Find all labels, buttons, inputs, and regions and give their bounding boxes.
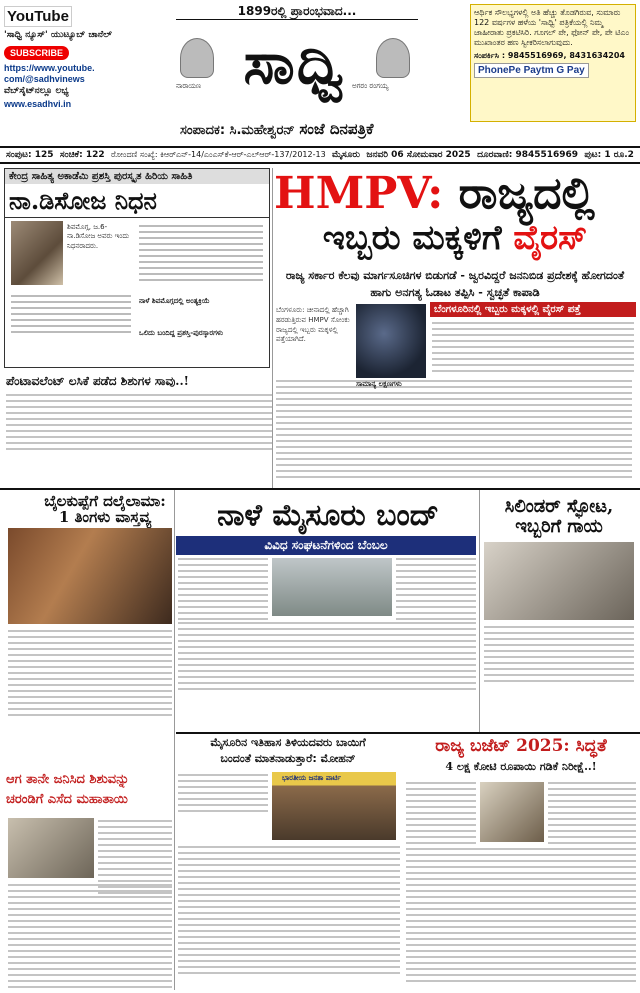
budget-text-3: [406, 848, 636, 986]
banner-sign: ಭಾರತೀಯ ಜನತಾ ಪಾರ್ಟಿ: [282, 774, 341, 782]
obituary-story: [4, 168, 270, 368]
editor-label: ಸಂಪಾದಕ: ಸಿ.ಮಹೇಶ್ವರನ್: [180, 123, 295, 138]
dalai-photo: [8, 528, 172, 624]
obituary-subhead: ಶಿವಮೊಗ್ಗ, ಜ.6- ನಾ.ಡಿಸೋಜ ಅವರು ಇಂದು ನಿಧನರಾದರು.: [67, 223, 130, 250]
portrait-right-caption: ಅಗರಂ ರಂಗಯ್ಯ: [352, 82, 389, 90]
portrait-left-caption: ನಾರಾಯಣ: [176, 82, 201, 90]
lead-side-head: ಬೆಂಗಳೂರಿನಲ್ಲಿ ಇಬ್ಬರು ಮಕ್ಕಳಲ್ಲಿ ವೈರಸ್ ಪತ್ತೆ: [430, 302, 636, 317]
issue-number: ಸಂಚಿಕೆ: 122: [59, 150, 105, 160]
history-headline-2: ಬಂದಂತೆ ಮಾತನಾಡುತ್ತಾರೆ: ಮೋಹನ್: [220, 752, 356, 765]
cylinder-photo: [484, 542, 634, 620]
youtube-logo: [4, 6, 72, 27]
history-text-1: [178, 774, 268, 816]
dalai-headline-2: 1 ತಿಂಗಳು ವಾಸ್ತವ್ಯ: [58, 508, 152, 526]
issue-date: ಜನವರಿ 06 ಸೋಮವಾರ 2025: [366, 150, 471, 160]
lead-side-text: [432, 322, 634, 376]
ad-text: ಆರ್ಥಿಕ ಸೌಲಭ್ಯಗಳಲ್ಲಿ ಅತಿ ಹೆಚ್ಚು ತೊಡಗಿರುವ, ಸುಮಾರು 122 ವರ್ಷಗಳ ಹಳೆಯ 'ಸಾಧ್ವಿ' ಪತ್ರಿಕೆಯಲ್ಲಿ ನಿಮ್ಮ ಜಾಹೀರಾತು ಪ್ರಕಟಿಸಿರಿ. ಗೂಗಲ್ ಪೇ, ಫೋನ್ ಪೇ, ಪೇ ಟಿಎಂ ಮುಖಾಂತರ ಹಣ ಸ್ವೀಕರಿಸಲಾಗುವುದು.: [474, 8, 630, 47]
issue-price: ಪುಟ: 1 ರೂ.2: [584, 150, 634, 160]
youtube-url-1[interactable]: https://www.youtube.: [4, 62, 95, 73]
pentaval-headline: ಪೆಂಟಾವಲೆಂಟ್ ಲಸಿಕೆ ಪಡೆದ ಶಿಶುಗಳ ಸಾವು..!: [6, 374, 189, 388]
budget-subhead: 4 ಲಕ್ಷ ಕೋಟಿ ರೂಪಾಯಿ ಗಡಿಕೆ ನಿರೀಕ್ಷೆ..!: [445, 760, 597, 773]
divider-1: [0, 488, 640, 490]
history-headline-1: ಮೈಸೂರಿನ ಇತಿಹಾಸ ತಿಳಿಯದವರು ಬಾಯಿಗೆ: [210, 736, 366, 749]
baby-headline-1: ಆಗ ತಾನೇ ಜನಿಸಿದ ಶಿಶುವನ್ನು: [6, 772, 130, 787]
issue-phone: ದೂರವಾಣಿ: 9845516969: [477, 150, 579, 160]
budget-text-2: [548, 782, 636, 848]
cylinder-text: [484, 626, 634, 686]
bandh-photo: [272, 558, 392, 616]
obituary-headline: ನಾ.ಡಿಸೋಜ ನಿಧನ: [5, 184, 269, 218]
lead-text-cols: [276, 380, 632, 482]
obituary-honors: ಒಲಿದು ಬಂದಿದ್ದ ಪ್ರಶಸ್ತಿ-ಪುರಸ್ಕಾರಗಳು: [139, 329, 223, 337]
history-text-2: [178, 846, 400, 978]
lead-subhead: ರಾಜ್ಯ ಸರ್ಕಾರ ಕೆಲವು ಮಾರ್ಗಸೂಚಿಗಳ ಬಿಡುಗಡೆ - ಜ್ವರವಿದ್ದರೆ ಜನನಿಬಿಡ ಪ್ರದೇಶಕ್ಕೆ ಹೋಗದಂತೆ ಹಾಗು ಅನಗತ್ಯ ಓಡಾಟ ತಪ್ಪಿಸಿ - ಸ್ವಚ್ಛತೆ ಕಾಪಾಡಿ: [285, 269, 625, 299]
subscribe-button[interactable]: SUBSCRIBE: [4, 46, 69, 60]
bandh-text-1: [178, 558, 268, 624]
obituary-inner-note: ನಾಳೆ ಶಿವಮೊಗ್ಗದಲ್ಲಿ ಅಂತ್ಯಕ್ರಿಯೆ: [139, 297, 210, 305]
divider-2: [176, 732, 640, 734]
lead-headline-2: [274, 218, 636, 264]
youtube-url-2[interactable]: com/@sadhvinews: [4, 73, 85, 84]
obituary-text: [135, 221, 267, 285]
lead-box-note: ಸಾಮಾನ್ಯ ಲಕ್ಷಣಗಳು: [356, 380, 402, 388]
payment-methods: PhonePe Paytm G Pay: [474, 63, 589, 78]
bandh-text-3: [178, 622, 476, 694]
budget-photo: [480, 782, 544, 842]
title-block: [176, 4, 418, 124]
masthead: [0, 0, 640, 148]
pentaval-text: [6, 394, 272, 454]
portrait-right: [376, 38, 410, 78]
issue-bar: [0, 148, 640, 164]
website-note: ವೆಬ್‌ಸೈಟ್‌ನಲ್ಲೂ ಲಭ್ಯ: [4, 86, 69, 97]
issue-volume: ಸಂಪುಟ: 125: [6, 150, 54, 160]
bandh-text-2: [396, 558, 476, 624]
newspaper-title: ಸಾಧ್ವಿ: [243, 29, 347, 97]
budget-text-1: [406, 782, 476, 848]
budget-headline: ರಾಜ್ಯ ಬಜೆಟ್ 2025: ಸಿದ್ಧತೆ: [435, 736, 607, 756]
lead-headline-rest: ರಾಜ್ಯದಲ್ಲಿ: [458, 168, 595, 219]
lead-headline-2b: ವೈರಸ್: [513, 218, 588, 258]
youtube-channel: 'ಸಾಧ್ವಿ ನ್ಯೂಸ್' ಯುಟ್ಯೂಬ್ ಚಾನೆಲ್: [4, 30, 112, 40]
virus-image: [356, 304, 426, 378]
baby-headline-2: ಚರಂಡಿಗೆ ಎಸೆದ ಮಹಾತಾಯಿ: [6, 792, 128, 807]
dalai-headline-1: ಬೈಲಕುಪ್ಪೆಗೆ ದಲೈಲಾಮಾ:: [44, 492, 166, 510]
website-url[interactable]: www.esadhvi.in: [4, 99, 72, 110]
cylinder-headline-2: ಇಬ್ಬರಿಗೆ ಗಾಯ: [515, 516, 603, 537]
vertical-rule-1: [174, 490, 175, 990]
issue-city: ಮೈಸೂರು: [332, 150, 361, 160]
award-line: ಕೇಂದ್ರ ಸಾಹಿತ್ಯ ಅಕಾಡೆಮಿ ಪ್ರಶಸ್ತಿ ಪುರಸ್ಕೃತ ಹಿರಿಯ ಸಾಹಿತಿ: [5, 169, 269, 184]
youtube-brand: YouTube: [7, 8, 69, 25]
vertical-rule-3: [272, 168, 273, 488]
bandh-subhead: ವಿವಿಧ ಸಂಘಟನೆಗಳಿಂದ ಬೆಂಬಲ: [176, 536, 476, 555]
author-photo: [11, 221, 63, 285]
dalai-text: [8, 630, 172, 720]
cylinder-headline-1: ಸಿಲಿಂಡರ್ ಸ್ಫೋಟ,: [504, 496, 614, 517]
issue-reg: ರೋಂದಣಿ ಸಂಖ್ಯೆ: ಕಿಆರ್‌ಎನ್-14/ಎಂಎಸ್‌ಕೆ-ಆರ್-ಎಲ್‌ಆರ್-137/2012-13: [110, 150, 326, 159]
baby-text-2: [8, 884, 172, 992]
editor-line: [180, 120, 440, 138]
obituary-text-2: [7, 291, 135, 337]
since-line: 1899ರಲ್ಲಿ ಪ್ರಾರಂಭವಾದ...: [176, 4, 418, 20]
bandh-headline: ನಾಳೆ ಮೈಸೂರು ಬಂದ್: [217, 498, 439, 533]
evening-daily: ಸಂಜೆ ದಿನಪತ್ರಿಕೆ: [299, 120, 374, 138]
youtube-promo: [4, 6, 130, 126]
ad-contact: ಸಂಪರ್ಕಿಸಿ : 9845516969, 8431634204: [474, 51, 625, 60]
portrait-left: [180, 38, 214, 78]
vertical-rule-2: [479, 490, 480, 732]
lead-column-text: ಬೆಂಗಳೂರು: ಚೀನಾದಲ್ಲಿ ಹೆಚ್ಚಾಗಿ ಹರಡುತ್ತಿರುವ HMPV ಸೋಂಕು ರಾಜ್ಯದಲ್ಲಿ ಇಬ್ಬರು ಮಕ್ಕಳಲ್ಲಿ ಪತ್ತೆಯಾಗಿದೆ.: [276, 306, 350, 344]
ad-box: [470, 4, 636, 122]
lead-headline-latin: HMPV:: [274, 168, 444, 219]
lead-headline-2a: ಇಬ್ಬರು ಮಕ್ಕಳಿಗೆ: [322, 218, 502, 258]
baby-photo: [8, 818, 94, 878]
